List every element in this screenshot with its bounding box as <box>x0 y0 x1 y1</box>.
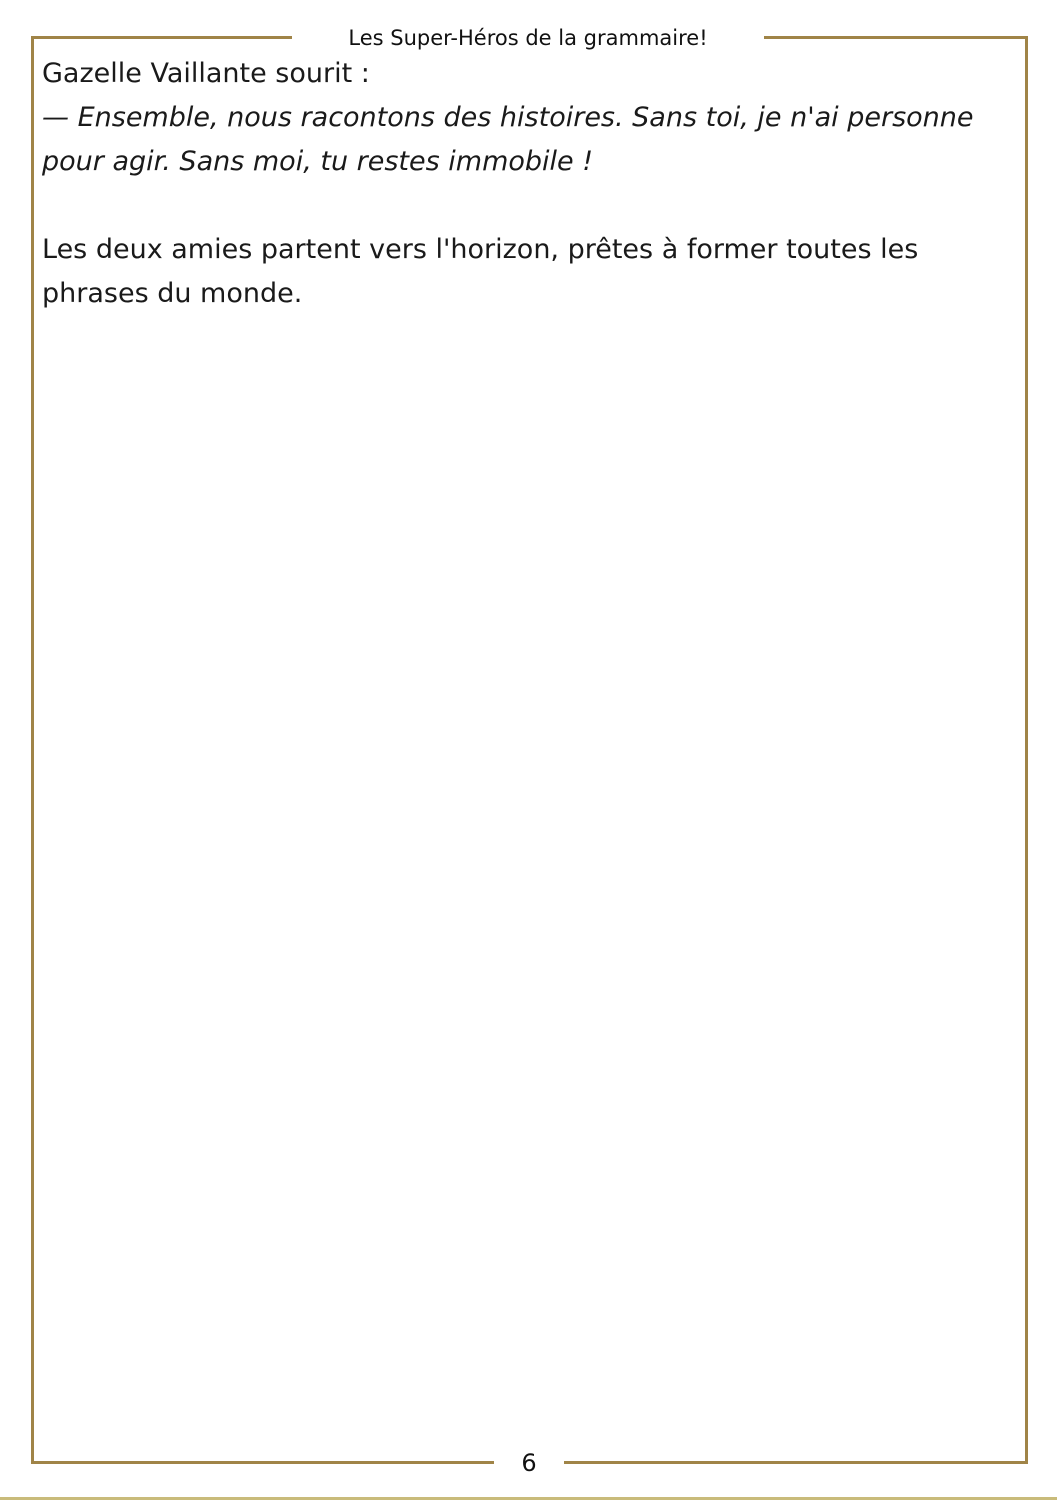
closing-paragraph: Les deux amies partent vers l'horizon, prêtes à former toutes les phrases du monde. <box>42 234 919 309</box>
dialogue-line: — Ensemble, nous racontons des histoires. Sans toi, je n'ai personne pour agir. Sans moi, tu restes immobile ! <box>42 102 974 177</box>
page-number: 6 <box>494 1444 564 1482</box>
paragraph-spacer <box>42 184 982 228</box>
narration-line: Gazelle Vaillante sourit : <box>42 58 370 89</box>
document-title: Les Super-Héros de la grammaire! <box>292 20 764 56</box>
story-text <box>42 52 982 316</box>
